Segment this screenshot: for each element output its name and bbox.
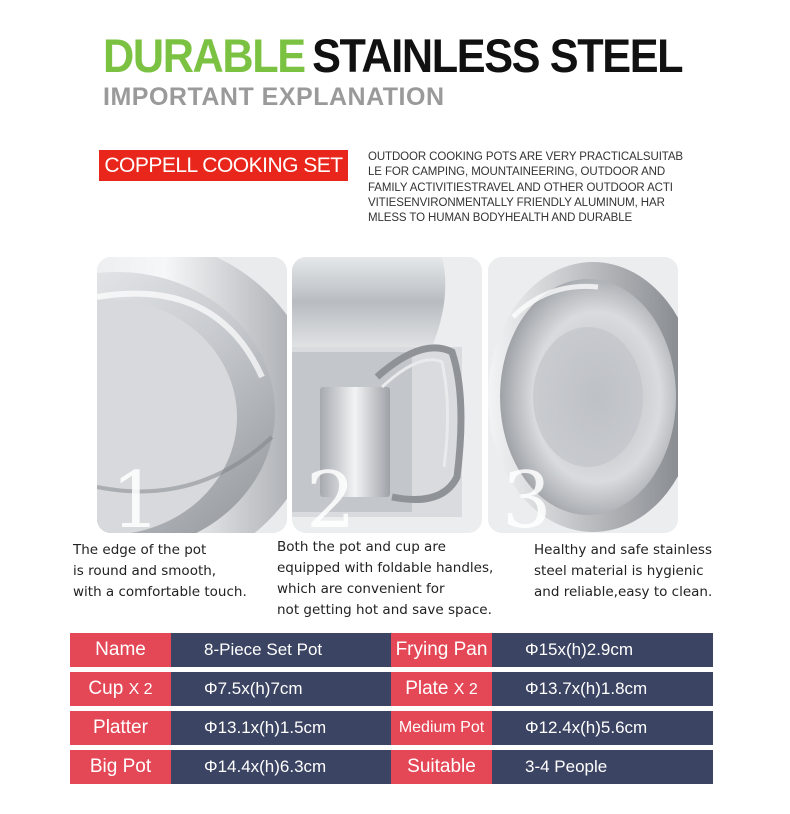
spec-label: Platter	[70, 711, 171, 745]
feature-photo-1	[97, 257, 287, 533]
spec-row	[70, 750, 713, 784]
headline	[103, 28, 682, 84]
spec-value: Φ12.4x(h)5.6cm	[492, 711, 713, 745]
spec-label: Frying Pan	[391, 633, 492, 667]
subheadline: IMPORTANT EXPLANATION	[103, 83, 445, 111]
spec-value: Φ13.7x(h)1.8cm	[492, 672, 713, 706]
spec-value: Φ15x(h)2.9cm	[492, 633, 713, 667]
feature-photo-2	[292, 257, 482, 533]
spec-value: 3-4 People	[492, 750, 713, 784]
feature-number-2: 2	[306, 456, 356, 533]
spec-value: Φ13.1x(h)1.5cm	[171, 711, 391, 745]
spec-label: Medium Pot	[391, 711, 492, 745]
spec-value: Φ7.5x(h)7cm	[171, 672, 391, 706]
feature-photo-3	[488, 257, 678, 533]
spec-label: Big Pot	[70, 750, 171, 784]
feature-caption-2: Both the pot and cup are equipped with foldable handles, which are convenient for not getting hot and save space.	[277, 539, 494, 618]
spec-label: Name	[70, 633, 171, 667]
headline-durable: DURABLE	[103, 29, 305, 82]
quantity-multiplier: X 2	[128, 681, 153, 698]
spec-value: 8-Piece Set Pot	[171, 633, 391, 667]
feature-caption-3: Healthy and safe stainless steel material is hygienic and reliable,easy to clean.	[534, 542, 713, 600]
spec-label: Suitable	[391, 750, 492, 784]
product-name-banner: COPPELL COOKING SET	[99, 150, 348, 181]
feature-number-3: 3	[502, 456, 552, 533]
headline-stainless-steel: STAINLESS STEEL	[312, 29, 683, 82]
spec-value: Φ14.4x(h)6.3cm	[171, 750, 391, 784]
spec-label: Cup X 2	[70, 672, 171, 706]
spec-row	[70, 711, 713, 745]
quantity-multiplier: X 2	[453, 681, 478, 698]
spec-row	[70, 633, 713, 667]
feature-number-1: 1	[111, 456, 161, 533]
spec-row	[70, 672, 713, 706]
feature-caption-1: The edge of the pot is round and smooth, with a comfortable touch.	[73, 542, 247, 600]
spec-label: Plate X 2	[391, 672, 492, 706]
intro-paragraph: OUTDOOR COOKING POTS ARE VERY PRACTICALSUITAB LE FOR CAMPING, MOUNTAINEERING, OUTDOOR AND FAMILY ACTIVITIESTRAVEL AND OTHER OUTDOOR ACTI VITIESENVIRONMENTALLY FRIENDLY ALUMINUM, HAR MLESS TO HUMAN BODYHEALTH AND DURABLE	[368, 151, 684, 225]
